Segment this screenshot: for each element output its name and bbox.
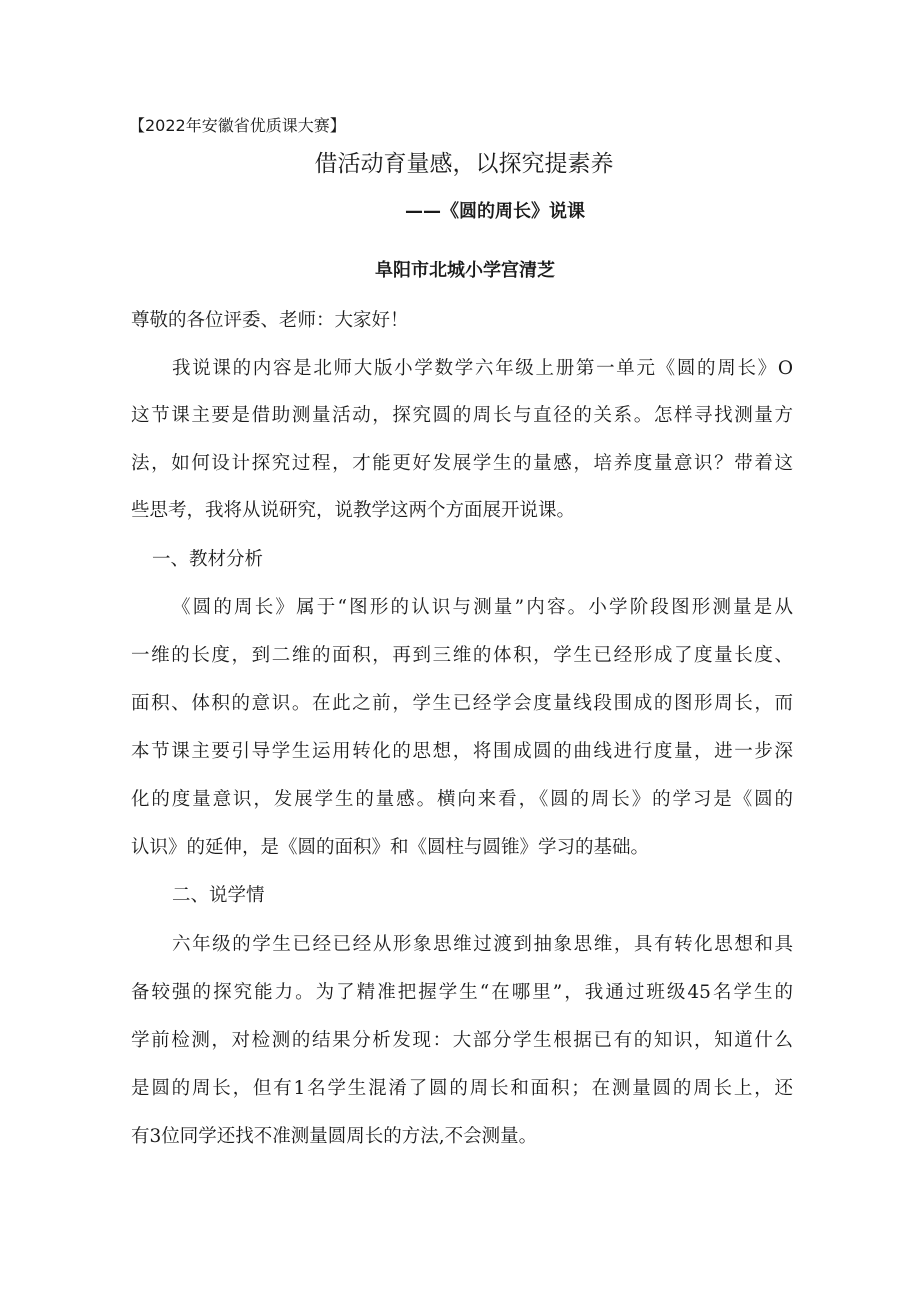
author-line: 阜阳市北城小学宫清芝 <box>375 260 555 281</box>
section-heading-students: 二、说学情 <box>172 885 265 906</box>
paragraph-line: 学前检测，对检测的结果分析发现：大部分学生根据已有的知识，知道什么 <box>131 1030 793 1051</box>
paragraph-line: 化的度量意识，发展学生的量感。横向来看，《圆的周长》的学习是《圆的 <box>131 789 793 810</box>
greeting: 尊敬的各位评委、老师：大家好！ <box>131 310 409 331</box>
paragraph-line: 本节课主要引导学生运用转化的思想，将围成圆的曲线进行度量，进一步深 <box>131 741 793 762</box>
contest-tag: 【2022年安徽省优质课大赛】 <box>129 116 346 135</box>
paragraph-line: 六年级的学生已经已经从形象思维过渡到抽象思维，具有转化思想和具 <box>172 934 793 955</box>
paragraph-line: 面积、体积的意识。在此之前，学生已经学会度量线段围成的图形周长，而 <box>131 693 793 714</box>
section-heading-materials: 一、教材分析 <box>152 549 264 570</box>
paragraph-line: 我说课的内容是北师大版小学数学六年级上册第一单元《圆的周长》O <box>172 358 793 379</box>
paragraph-line: 备较强的探究能力。为了精准把握学生“在哪里”，我通过班级45名学生的 <box>131 982 793 1003</box>
paragraph-line: 这节课主要是借助测量活动，探究圆的周长与直径的关系。怎样寻找测量方 <box>131 405 793 426</box>
page-subtitle: ——《圆的周长》说课 <box>405 201 585 222</box>
paragraph-line: 有3位同学还找不准测量圆周长的方法,不会测量。 <box>131 1126 538 1147</box>
paragraph-line: 一维的长度，到二维的面积，再到三维的体积，学生已经形成了度量长度、 <box>131 645 793 666</box>
paragraph-line: 是圆的周长，但有1名学生混淆了圆的周长和面积；在测量圆的周长上，还 <box>131 1078 793 1099</box>
paragraph-line: 《圆的周长》属于“图形的认识与测量”内容。小学阶段图形测量是从 <box>172 597 793 618</box>
paragraph-line: 认识》的延伸，是《圆的面积》和《圆柱与圆锥》学习的基础。 <box>131 837 650 858</box>
page-title: 借活动育量感，以探究提素养 <box>314 151 614 177</box>
paragraph-line: 些思考，我将从说研究，说教学这两个方面展开说课。 <box>131 500 576 521</box>
paragraph-line: 法，如何设计探究过程，才能更好发展学生的量感，培养度量意识？带着这 <box>131 453 793 474</box>
